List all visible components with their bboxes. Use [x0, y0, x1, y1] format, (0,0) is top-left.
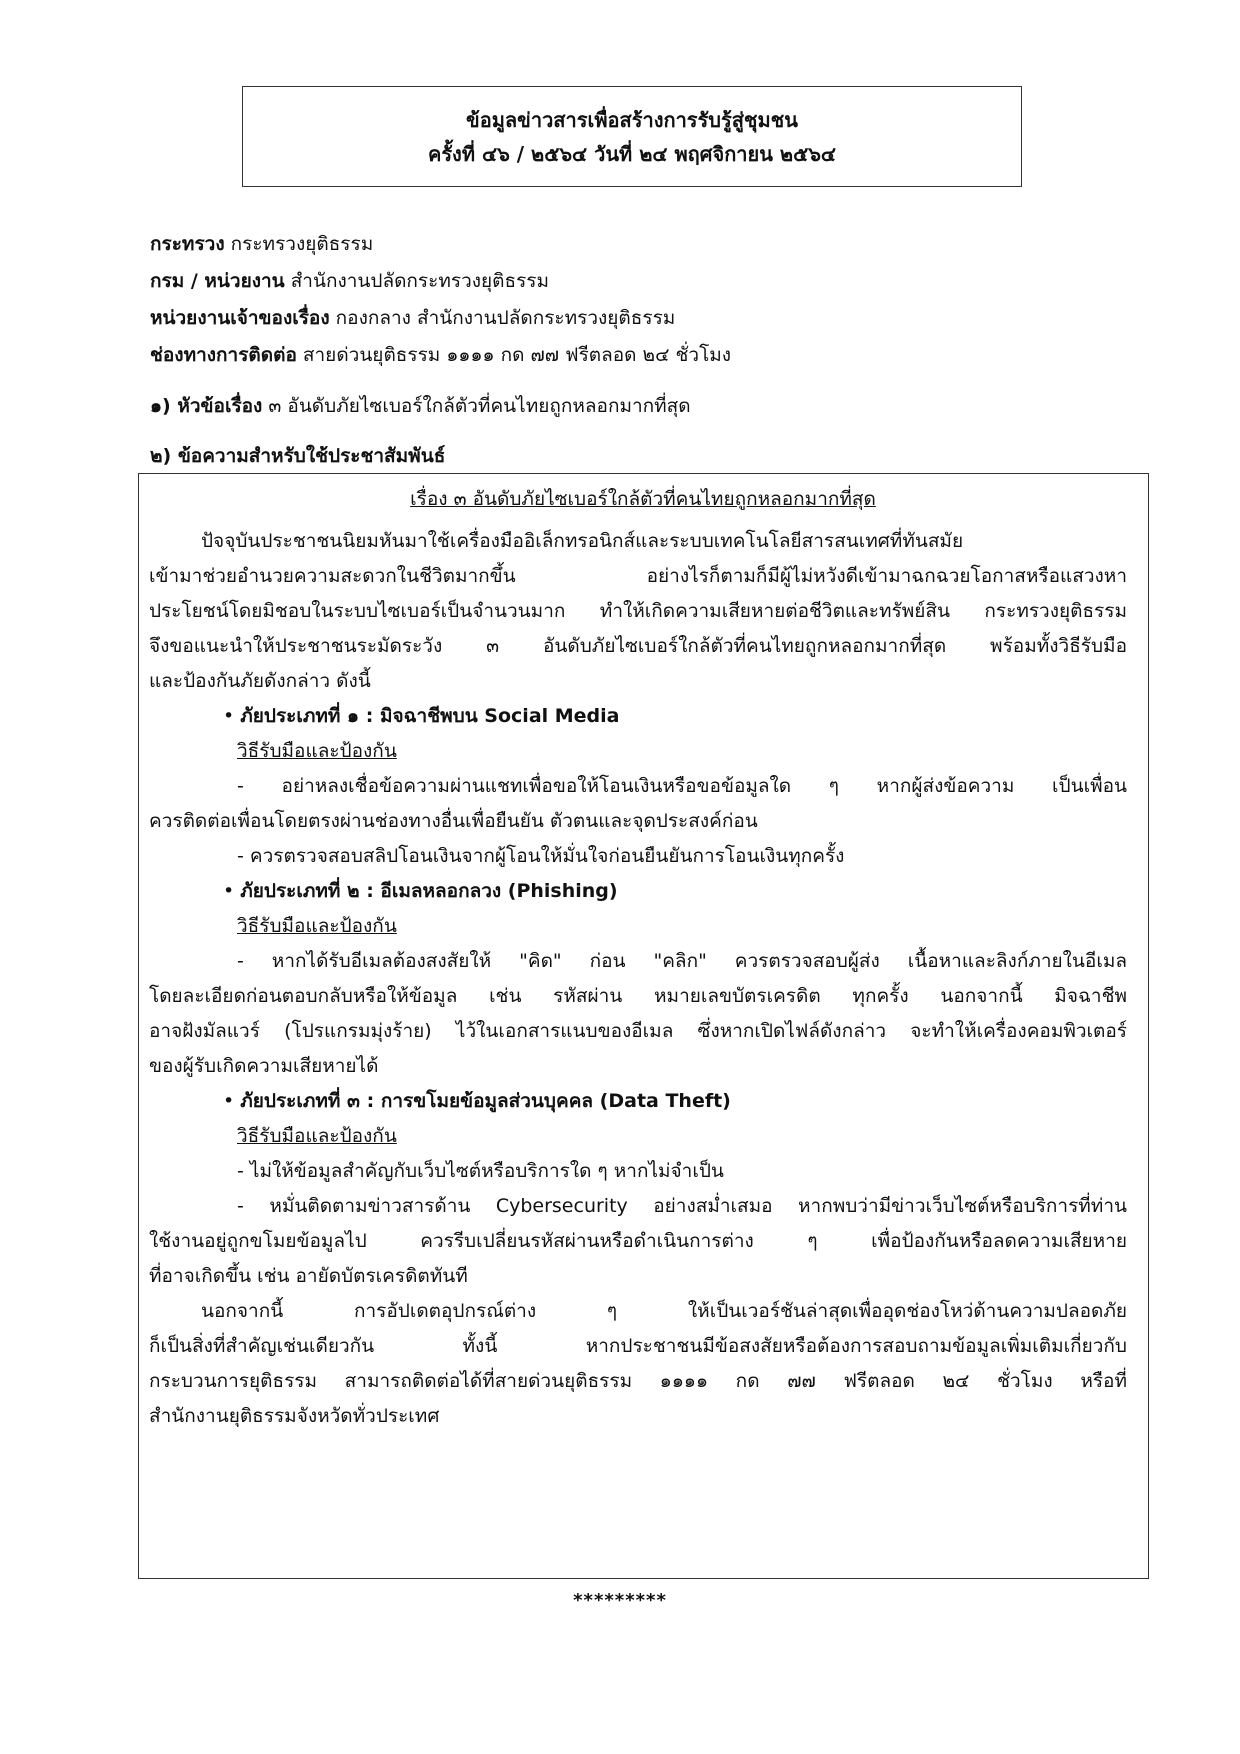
bullet-icon: • [223, 880, 241, 902]
threat-2-heading-text: ภัยประเภทที่ ๒ : อีเมลหลอกลวง (Phishing) [240, 880, 618, 902]
intro-line: เข้ามาช่วยอำนวยความสะดวกในชีวิตมากขึ้น อย่างไรก็ตามก็มีผู้ไม่หวังดีเข้ามาฉกฉวยโอกาสหรือแสวงหา [149, 565, 1127, 587]
meta-value: กองกลาง สำนักงานปลัดกระทรวงยุติธรรม [329, 307, 676, 329]
threat-1-heading [223, 701, 620, 731]
end-marker: ********* [573, 1590, 667, 1611]
intro-line: และป้องกันภัยดังกล่าว ดังนี้ [149, 670, 371, 692]
closing-line: กระบวนการยุติธรรม สามารถติดต่อได้ที่สายด่วนยุติธรรม ๑๑๑๑ กด ๗๗ ฟรีตลอด ๒๔ ชั่วโมง หรือที่ [149, 1370, 1127, 1392]
intro-line: ประโยชน์โดยมิชอบในระบบไซเบอร์เป็นจำนวนมาก ทำให้เกิดความเสียหายต่อชีวิตและทรัพย์สิน กระทรวงยุติธรรม [149, 600, 1127, 622]
document-header-box [242, 86, 1022, 187]
closing-line: ก็เป็นสิ่งที่สำคัญเช่นเดียวกัน ทั้งนี้ หากประชาชนมีข้อสงสัยหรือต้องการสอบถามข้อมูลเพิ่มเติมเกี่ยวกับ [149, 1335, 1127, 1357]
threat-3-heading [223, 1086, 731, 1116]
article-box [138, 473, 1149, 1579]
meta-value: สำนักงานปลัดกระทรวงยุติธรรม [284, 270, 550, 292]
meta-department [150, 263, 1110, 300]
threat-3-heading-text: ภัยประเภทที่ ๓ : การขโมยข้อมูลส่วนบุคคล (Data Theft) [240, 1090, 731, 1112]
threat-1-heading-text: ภัยประเภทที่ ๑ : มิจฉาชีพบน Social Media [240, 705, 620, 727]
meta-label: หน่วยงานเจ้าของเรื่อง [150, 307, 330, 329]
threat-2-line: โดยละเอียดก่อนตอบกลับหรือให้ข้อมูล เช่น รหัสผ่าน หมายเลขบัตรเครดิต ทุกครั้ง นอกจากนี้ มิจฉาชีพ [149, 985, 1127, 1007]
section-pr-message-label: ๒) ข้อความสำหรับใช้ประชาสัมพันธ์ [150, 445, 446, 467]
section-topic-label: ๑) หัวข้อเรื่อง [150, 395, 263, 417]
header-issue-date: ครั้งที่ ๔๖ / ๒๕๖๔ วันที่ ๒๔ พฤศจิกายน ๒๕๖๔ [427, 141, 837, 166]
threat-3-line: ใช้งานอยู่ถูกขโมยข้อมูลไป ควรรีบเปลี่ยนรหัสผ่านหรือดำเนินการต่าง ๆ เพื่อป้องกันหรือลดความเสียหาย [149, 1230, 1127, 1252]
intro-line: ปัจจุบันประชาชนนิยมหันมาใช้เครื่องมืออิเล็กทรอนิกส์และระบบเทคโนโลยีสารสนเทศที่ทันสมัย [201, 530, 964, 552]
metadata-block [150, 226, 1110, 374]
meta-label: ช่องทางการติดต่อ [150, 344, 297, 366]
threat-2-line: อาจฝังมัลแวร์ (โปรแกรมมุ่งร้าย) ไว้ในเอกสารแนบของอีเมล ซึ่งหากเปิดไฟล์ดังกล่าว จะทำให้เครื่องคอมพิวเตอร์ [149, 1020, 1127, 1042]
meta-owner-unit [150, 300, 1110, 337]
threat-2-line: ของผู้รับเกิดความเสียหายได้ [149, 1055, 379, 1077]
threat-2-line: - หากได้รับอีเมลต้องสงสัยให้ "คิด" ก่อน "คลิก" ควรตรวจสอบผู้ส่ง เนื้อหาและลิงก์ภายในอีเมล [237, 950, 1127, 972]
meta-contact [150, 337, 1110, 374]
threat-3-line: - หมั่นติดตามข่าวสารด้าน Cybersecurity อย่างสม่ำเสมอ หากพบว่ามีข่าวเว็บไซต์หรือบริการที่ท่าน [237, 1195, 1127, 1217]
threat-1-subheading: วิธีรับมือและป้องกัน [237, 740, 397, 762]
bullet-icon: • [223, 1090, 241, 1112]
closing-line: สำนักงานยุติธรรมจังหวัดทั่วประเทศ [149, 1405, 440, 1427]
threat-1-line: - อย่าหลงเชื่อข้อความผ่านแชทเพื่อขอให้โอนเงินหรือขอข้อมูลใด ๆ หากผู้ส่งข้อความ เป็นเพื่อน [237, 775, 1127, 797]
threat-2-heading [223, 876, 618, 906]
meta-label: กระทรวง [150, 233, 225, 255]
threat-1-line: ควรติดต่อเพื่อนโดยตรงผ่านช่องทางอื่นเพื่อยืนยัน ตัวตนและจุดประสงค์ก่อน [149, 810, 758, 832]
threat-1-line: - ควรตรวจสอบสลิปโอนเงินจากผู้โอนให้มั่นใจก่อนยืนยันการโอนเงินทุกครั้ง [237, 845, 845, 867]
article-title: เรื่อง ๓ อันดับภัยไซเบอร์ใกล้ตัวที่คนไทยถูกหลอกมากที่สุด [410, 488, 876, 510]
meta-value: กระทรวงยุติธรรม [224, 233, 374, 255]
threat-3-line: - ไม่ให้ข้อมูลสำคัญกับเว็บไซต์หรือบริการใด ๆ หากไม่จำเป็น [237, 1160, 724, 1182]
section-topic-value: ๓ อันดับภัยไซเบอร์ใกล้ตัวที่คนไทยถูกหลอกมากที่สุด [262, 395, 691, 417]
threat-2-subheading: วิธีรับมือและป้องกัน [237, 915, 397, 937]
section-topic [150, 390, 691, 422]
header-title: ข้อมูลข่าวสารเพื่อสร้างการรับรู้สู่ชุมชน [466, 107, 798, 132]
meta-label: กรม / หน่วยงาน [150, 270, 285, 292]
meta-ministry [150, 226, 1110, 263]
intro-line: จึงขอแนะนำให้ประชาชนระมัดระวัง ๓ อันดับภัยไซเบอร์ใกล้ตัวที่คนไทยถูกหลอกมากที่สุด พร้อมทั้งวิธีรับมือ [149, 635, 1127, 657]
bullet-icon: • [223, 705, 241, 727]
closing-line: นอกจากนี้ การอัปเดตอุปกรณ์ต่าง ๆ ให้เป็นเวอร์ชันล่าสุดเพื่ออุดช่องโหว่ด้านความปลอดภัย [201, 1300, 1127, 1322]
threat-3-line: ที่อาจเกิดขึ้น เช่น อายัดบัตรเครดิตทันที [149, 1265, 468, 1287]
threat-3-subheading: วิธีรับมือและป้องกัน [237, 1125, 397, 1147]
meta-value: สายด่วนยุติธรรม ๑๑๑๑ กด ๗๗ ฟรีตลอด ๒๔ ชั่วโมง [296, 344, 732, 366]
